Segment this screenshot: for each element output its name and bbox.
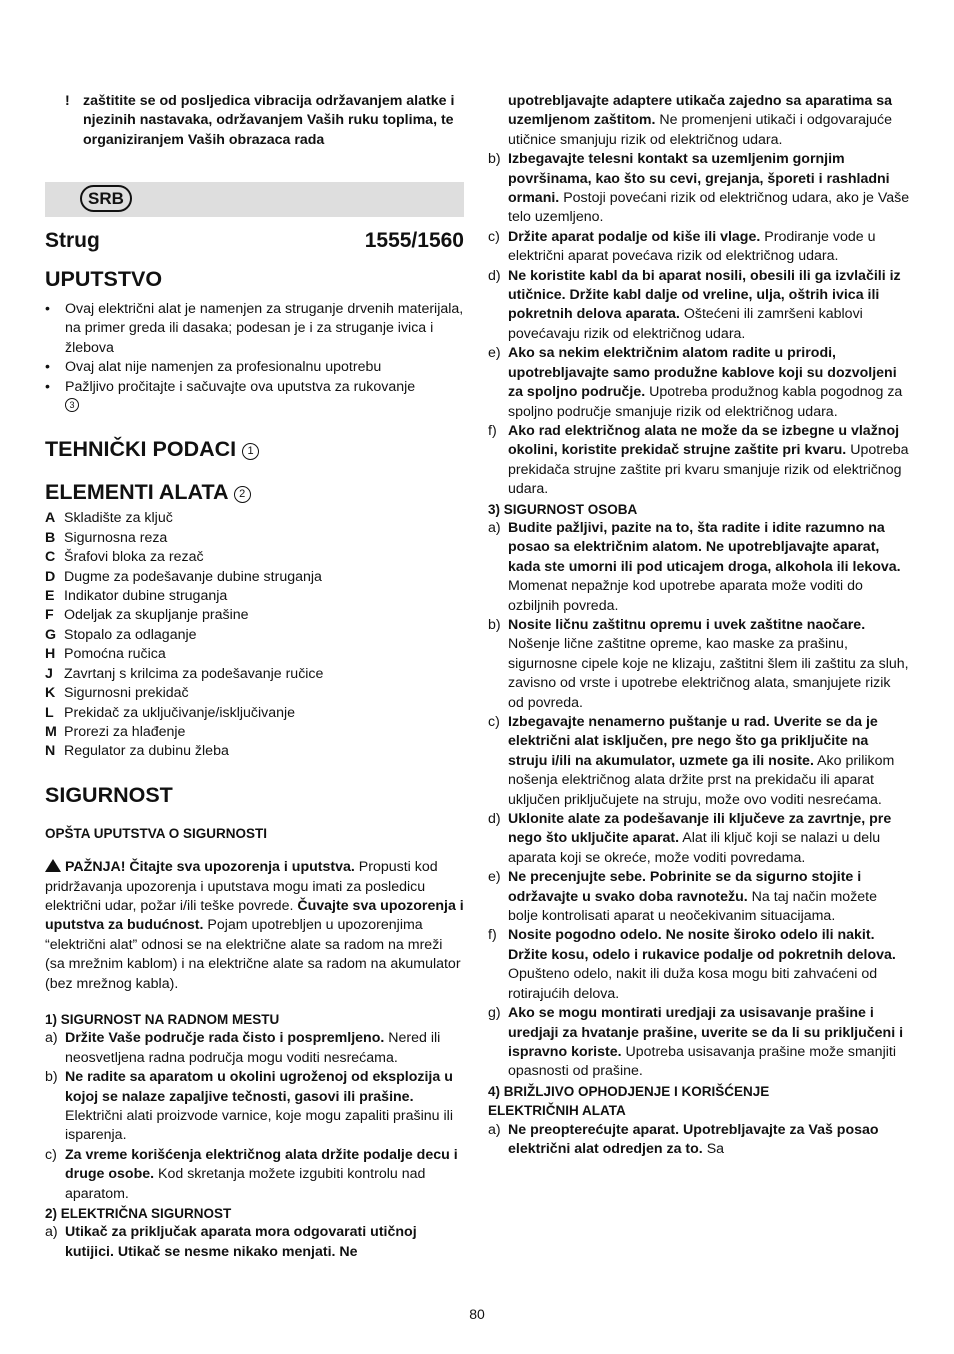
item-normal: Opušteno odelo, nakit ili duža kosa mogu biti zahvaćeni od rotirajućih delova. <box>508 966 878 1002</box>
safety-item <box>488 926 910 1004</box>
item-letter: a) <box>45 1224 58 1241</box>
item-bold: Ne koristite kabl da bi aparat nosili, obesili ili ga izvlačili iz utičnice. Držite kabl dalje od vreline, ulja, oštrih ivica ili pokretnih delova aparata. <box>508 267 901 323</box>
element-key: H <box>45 646 56 663</box>
language-badge: SRB <box>80 185 132 212</box>
item-normal: Postoji povećani rizik od električnog udara, ako je Vaše telo uzemljeno. <box>508 190 910 226</box>
element-row <box>45 723 465 742</box>
heading-sigurnost: SIGURNOST <box>45 782 173 807</box>
item-bold: Ako rad električnog alata ne može da se izbegne u vlažnoj okolini, koristite prekidač strujne zaštite pri kvaru. <box>508 422 900 459</box>
element-row <box>45 684 465 703</box>
item-bold: Nosite pogodno odelo. Ne nosite široko odelo ili nakit. Držite kosu, odelo i rukavice podalje od pokretnih delova. <box>508 927 896 963</box>
item-bold: Držite Vaše područje rada čisto i pospremljeno. <box>65 1030 385 1047</box>
bullet-dot: • <box>45 378 50 395</box>
safety-item <box>488 228 910 267</box>
safety-item <box>488 267 910 345</box>
item-bold: Nosite ličnu zaštitnu opremu i uvek zaštitne naočare. <box>508 616 866 633</box>
element-key: G <box>45 626 57 643</box>
element-row <box>45 704 465 723</box>
element-row <box>45 606 465 625</box>
element-label: Odeljak za skupljanje prašine <box>64 607 249 624</box>
safety-item <box>45 1146 465 1204</box>
item-normal: Upotreba prekidača strujne zaštite pri kvaru smanjuje rizik od električnog udara. <box>508 442 909 498</box>
element-row <box>45 568 465 587</box>
item-bold: Ako se mogu montirati uredjaji za usisavanje prašine i uredjaji za hvatanje prašine, uverite se da li su priključeni i ispravno koriste. <box>508 1005 904 1060</box>
element-key: L <box>45 704 54 721</box>
item-normal: Električni alati proizvode varnice, koje mogu zapaliti prašinu ili isparenja. <box>65 1108 453 1144</box>
item-normal: Nered ili neosvetljena radna područja mogu voditi nesrećama. <box>65 1030 441 1066</box>
item-letter: d) <box>488 811 501 828</box>
element-row <box>45 529 465 548</box>
safety-item <box>45 1029 465 1068</box>
figure-ref-3: 3 <box>65 398 79 412</box>
section-1-title: 1) SIGURNOST NA RADNOM MESTU <box>45 1011 280 1027</box>
element-label: Sigurnosni prekidač <box>64 685 189 702</box>
item-letter: f) <box>488 927 497 944</box>
page-number: 80 <box>469 1306 485 1322</box>
item-normal: Prodiranje vode u električni aparat povećava rizik od električnog udara. <box>508 228 876 265</box>
section-4-items <box>488 1121 910 1160</box>
warning-paragraph <box>45 858 465 994</box>
bullet-item <box>45 378 465 417</box>
warning-text-1: Propusti kod pridržavanja upozorenja i uputstava mogu imati za posledicu električni udar, požar i/ili teške povrede. <box>45 859 438 914</box>
bullet-dot: • <box>45 301 50 317</box>
item-bold: Ne radite sa aparatom u okolini ugroženoj od eksplozija u kojoj se nalaze zapaljive tečnosti, gasovi ili prašine. <box>65 1069 453 1105</box>
product-name: Strug <box>45 229 100 252</box>
bullet-text: Pažljivo pročitajte i sačuvajte ova uputstva za rukovanje <box>65 378 416 395</box>
section-1-items <box>45 1029 465 1204</box>
element-row <box>45 548 465 567</box>
bullet-text: Ovaj alat nije namenjen za profesionalnu upotrebu <box>65 359 382 376</box>
item-bold: Ne preopterećujte aparat. Upotrebljavajte za Vaš posao električni alat odredjen za to. <box>508 1121 879 1157</box>
item-letter: e) <box>488 869 501 886</box>
item-letter: a) <box>488 519 501 536</box>
safety-item <box>488 344 910 422</box>
element-label: Skladište za ključ <box>64 510 173 527</box>
language-band <box>45 182 464 217</box>
section-2-title: 2) ELEKTRIČNA SIGURNOST <box>45 1206 232 1222</box>
element-row <box>45 509 465 528</box>
left-body <box>45 266 465 1262</box>
item-normal: Sa <box>702 1140 725 1157</box>
element-row <box>45 665 465 684</box>
heading-tehnicki-text: TEHNIČKI PODACI <box>45 437 237 462</box>
right-column <box>488 92 910 1159</box>
section-2-items <box>488 150 910 499</box>
safety-item <box>488 422 910 500</box>
element-key: N <box>45 743 56 760</box>
item-bold: Izbegavajte nenamerno puštanje u rad. Uverite se da je električni alat isključen, pre nego što ga priključite na struju i/ili na akumulator, uzmete ga ili nosite. <box>508 714 878 769</box>
item-letter: c) <box>488 228 500 245</box>
element-label: Regulator za dubinu žleba <box>64 743 229 760</box>
element-key: F <box>45 607 54 624</box>
element-row <box>45 645 465 664</box>
item-normal: Upotreba usisavanja prašine može smanjiti opasnosti od prašine. <box>508 1043 896 1080</box>
section-3-items <box>488 519 910 1082</box>
item-letter: d) <box>488 267 501 284</box>
item-letter: b) <box>488 616 501 633</box>
item-normal: Na taj način možete bolje kontrolisati aparat u neočekivanim situacijama. <box>508 888 878 925</box>
warning-bold-1: PAŽNJA! Čitajte sva upozorenja i uputstva. <box>65 859 355 876</box>
item-normal: Oštećeni ili zamršeni kablovi povećavaju rizik od električnog udara. <box>508 306 863 342</box>
left-column <box>45 92 465 150</box>
element-label: Pomoćna ručica <box>64 646 166 663</box>
safety-item <box>488 1004 910 1082</box>
figure-ref-2: 2 <box>234 486 251 503</box>
item-letter: g) <box>488 1005 501 1022</box>
element-label: Indikator dubine struganja <box>64 588 228 605</box>
warning-triangle-icon <box>45 859 61 872</box>
element-label: Prorezi za hlađenje <box>64 723 186 740</box>
element-key: M <box>45 723 57 740</box>
element-key: C <box>45 549 56 566</box>
heading-uputstvo: UPUTSTVO <box>45 267 163 291</box>
item-bold: Uklonite alate za podešavanje ili ključeve za zavrtnje, pre nego što uključite aparat. <box>508 811 892 847</box>
item-letter: c) <box>45 1146 57 1163</box>
bullet-dot: • <box>45 359 50 376</box>
section-2-item-a-continued <box>488 92 910 150</box>
heading-elementi <box>45 479 465 505</box>
element-label: Zavrtanj s krilcima za podešavanje ručice <box>64 665 324 682</box>
element-label: Šrafovi bloka za rezač <box>64 549 204 566</box>
item-normal: Kod skretanja možete izgubiti kontrolu nad aparatom. <box>65 1166 426 1202</box>
model-number: 1555/1560 <box>364 229 464 252</box>
safety-item <box>488 868 910 926</box>
section-4-title: 4) BRIŽLJIVO OPHODJENJE I KORIŠĆENJE ELEKTRIČNIH ALATA <box>488 1083 770 1119</box>
bullet-item <box>45 300 465 358</box>
element-key: D <box>45 568 56 585</box>
item-normal: Upotreba produžnog kabla pogodnog za spoljno područje smanjuje rizik od električnog udara. <box>508 384 903 420</box>
uputstvo-list <box>45 300 465 416</box>
item-bold: Ako sa nekim električnim alatom radite u prirodi, upotrebljavajte samo produžne kablove koji su dozvoljeni za spoljno područje. <box>508 345 897 401</box>
item-letter: c) <box>488 714 500 730</box>
element-label: Stopalo za odlaganje <box>64 626 197 643</box>
item-letter: a) <box>488 1121 501 1138</box>
safety-item <box>488 1121 910 1160</box>
product-title <box>45 229 464 253</box>
bullet-item <box>45 358 465 377</box>
warning-text-2: Pojam upotrebljen u upozorenjima “električni alat” odnosi se na električne alate sa radom na mreži (sa mrežnim kablom) i na električne alate sa radom na akumulator (bez mrežnog kabla). <box>45 917 461 992</box>
item-normal: Ne promenjeni utikači i odgovarajuće utičnice smanjuju rizik od električnog udara. <box>508 112 893 148</box>
safety-item <box>488 616 910 713</box>
element-key: E <box>45 588 55 605</box>
safety-item <box>488 519 910 616</box>
heading-tehnicki <box>45 436 465 462</box>
element-key: J <box>45 665 53 682</box>
item-bold: Izbegavajte telesni kontakt sa uzemljenim gornjim površinama, kao što su cevi, grejanja, šporeti i rashladni ormani. <box>508 151 890 207</box>
item-bold: Budite pažljivi, pazite na to, šta radite i idite razumno na posao sa električnim alatom. Ne upotrebljavajte aparat, kada ste umorni ili pod uticajem droga, alkohola ili lekova. <box>508 519 901 575</box>
element-label: Dugme za podešavanje dubine struganja <box>64 568 322 585</box>
element-label: Sigurnosna reza <box>64 529 168 546</box>
section-2-item-a <box>45 1223 465 1262</box>
item-letter: b) <box>45 1069 58 1086</box>
heading-elementi-text: ELEMENTI ALATA <box>45 480 228 505</box>
element-row <box>45 742 465 761</box>
element-key: B <box>45 529 56 546</box>
item-letter: a) <box>45 1030 58 1047</box>
element-row <box>45 587 465 606</box>
top-warning <box>65 92 465 150</box>
item-bold: Ne precenjujte sebe. Pobrinite se da sigurno stojite i održavajte u svako doba ravnotežu. <box>508 869 862 905</box>
item-normal: Ako prilikom nošenja električnog alata držite prst na prekidaču ili aparat uključen priključujete na struju, može ovo voditi nesrećama. <box>508 752 895 808</box>
item-letter: b) <box>488 151 501 168</box>
figure-ref-1: 1 <box>242 443 259 460</box>
safety-item <box>488 810 910 868</box>
item-normal: Alat ili ključ koji se nalazi u delu aparata koji se okreće, može voditi povredama. <box>508 830 881 866</box>
safety-item <box>488 150 910 228</box>
safety-item <box>45 1068 465 1146</box>
item-letter: e) <box>488 345 501 362</box>
item-normal: Nošenje lične zaštitne opreme, kao maske za prašinu, sigurnosne cipele koje ne klizaju, zaštitni šlem ili zaštitu za sluh, zavisno od vrste i upotrebe električnog alata, smanjujete rizik od povreda. <box>508 636 909 711</box>
item-normal: Momenat nepažnje kod upotrebe aparata može voditi do ozbiljnih povreda. <box>508 578 863 614</box>
warning-bold-2: Čuvajte sva upozorenja i uputstva za budućnost. <box>45 897 464 934</box>
general-safety-title: OPŠTA UPUTSTVA O SIGURNOSTI <box>45 825 268 841</box>
element-key: A <box>45 510 56 527</box>
section-3-title: 3) SIGURNOST OSOBA <box>488 501 638 517</box>
element-key: K <box>45 685 56 702</box>
item-bold: Držite aparat podalje od kiše ili vlage. <box>508 228 761 245</box>
element-row <box>45 626 465 645</box>
safety-item <box>488 713 910 810</box>
elements-list <box>45 509 465 761</box>
item-bold: Za vreme korišćenja električnog alata držite podalje decu i druge osobe. <box>65 1146 458 1183</box>
item-bold: upotrebljavajte adaptere utikača zajedno sa aparatima sa uzemljenom zaštitom. <box>508 93 893 129</box>
element-label: Prekidač za uključivanje/isključivanje <box>64 704 296 721</box>
item-text: Utikač za priključak aparata mora odgovarati utičnoj kutijici. Utikač se nesme nikako menjati. Ne <box>65 1224 417 1260</box>
warning-mark: ! <box>65 93 70 109</box>
top-warning-text: zaštitite se od posljedica vibracija održavanjem alatke i njezinih nastavaka, održavanjem Vaših ruku toplima, te organiziranjem Vaših obrazaca rada <box>83 93 455 148</box>
bullet-text: Ovaj električni alat je namenjen za struganje drvenih materijala, na primer greda ili dasaka; podesan je i za struganje ivica i žlebova <box>65 301 464 356</box>
item-letter: f) <box>488 422 497 439</box>
